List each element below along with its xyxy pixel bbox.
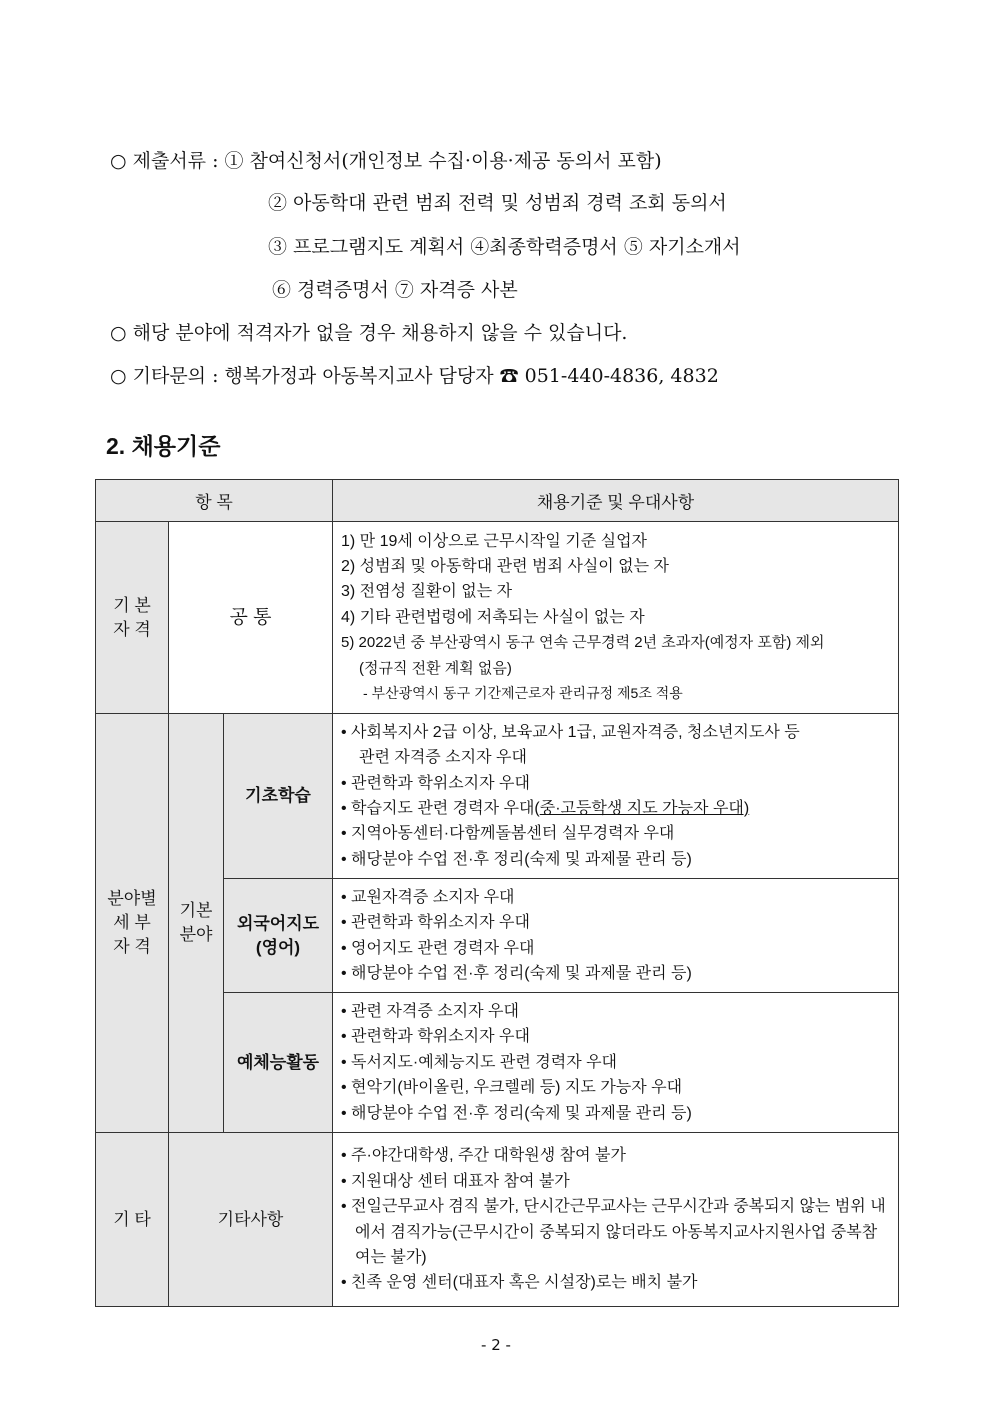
foreign-language-label: 외국어지도 (영어)	[224, 879, 333, 993]
common-label: 공 통	[169, 522, 333, 714]
list-item: • 전일근무교사 겸직 불가, 단시간근무교사는 근무시간과 중복되지 않는 범위 내에서 겸직가능(근무시간이 중복되지 않더라도 아동복지교사지원사업 중복참여는 불가)	[341, 1198, 886, 1266]
list-item: • 해당분야 수업 전·후 정리(숙제 및 과제물 관리 등)	[341, 850, 692, 868]
list-item: • 관련 자격증 소지자 우대	[341, 1002, 519, 1020]
list-item: 1) 만 19세 이상으로 근무시작일 기준 실업자	[341, 532, 647, 550]
hiring-criteria-table	[95, 479, 899, 1307]
page-number: - 2 -	[481, 1336, 511, 1354]
header-item: 항 목	[96, 480, 333, 522]
list-item: • 친족 운영 센터(대표자 혹은 시설장)로는 배치 불가	[341, 1274, 698, 1292]
list-item: 3) 전염성 질환이 없는 자	[341, 583, 513, 601]
no-qualified-notice: ○ 해당 분야에 적격자가 없을 경우 채용하지 않을 수 있습니다.	[110, 322, 628, 344]
arts-activity-label: 예체능활동	[224, 993, 333, 1133]
list-item: 2) 성범죄 및 아동학대 관련 범죄 사실이 없는 자	[341, 557, 669, 575]
contact-inquiry: ○ 기타문의 : 행복가정과 아동복지교사 담당자 ☎ 051-440-4836, 4832	[110, 365, 719, 387]
other-label: 기 타	[96, 1133, 169, 1307]
basic-qualification-label: 기 본 자 격	[96, 522, 169, 714]
other-matters-label: 기타사항	[169, 1133, 333, 1307]
list-item: 관련 자격증 소지자 우대	[359, 749, 527, 767]
list-item: • 관련학과 학위소지자 우대	[341, 774, 530, 792]
list-item: • 사회복지사 2급 이상, 보육교사 1급, 교원자격증, 청소년지도사 등	[341, 723, 800, 741]
list-item: • 지원대상 센터 대표자 참여 불가	[341, 1172, 570, 1190]
section-title: 2. 채용기준	[106, 433, 221, 459]
list-item: • 해당분야 수업 전·후 정리(숙제 및 과제물 관리 등)	[341, 1104, 692, 1122]
list-item: • 주·야간대학생, 주간 대학원생 참여 불가	[341, 1147, 626, 1165]
list-item: 5) 2022년 중 부산광역시 동구 연속 근무경력 2년 초과자(예정자 포함) 제외	[341, 634, 825, 652]
submission-items-6-7: ⑥ 경력증명서 ⑦ 자격증 사본	[272, 279, 518, 301]
list-item: • 현악기(바이올린, 우크렐레 등) 지도 가능자 우대	[341, 1079, 683, 1097]
list-item: • 해당분야 수업 전·후 정리(숙제 및 과제물 관리 등)	[341, 964, 692, 982]
list-item: • 관련학과 학위소지자 우대	[341, 1028, 530, 1046]
list-item: (정규직 전환 계획 없음)	[359, 659, 512, 677]
list-item: • 관련학과 학위소지자 우대	[341, 914, 530, 932]
basic-learning-label: 기초학습	[224, 714, 333, 879]
foreign-language-content	[333, 879, 899, 993]
list-item: - 부산광역시 동구 기간제근로자 관리규정 제5조 적용	[363, 685, 683, 702]
list-item: • 학습지도 관련 경력자 우대(중·고등학생 지도 가능자 우대)	[341, 800, 750, 817]
list-item: 4) 기타 관련법령에 저촉되는 사실이 없는 자	[341, 608, 645, 626]
submission-documents-line: ○ 제출서류 : ① 참여신청서(개인정보 수집·이용·제공 동의서 포함)	[110, 150, 662, 172]
basic-qualification-content	[333, 522, 899, 714]
other-content	[333, 1133, 899, 1307]
field-qualification-label: 분야별 세 부 자 격	[96, 714, 169, 1133]
basic-field-label: 기본 분야	[169, 714, 224, 1133]
arts-activity-content	[333, 993, 899, 1133]
submission-items-3-5: ③ 프로그램지도 계획서 ④최종학력증명서 ⑤ 자기소개서	[268, 236, 741, 258]
list-item: • 영어지도 관련 경력자 우대	[341, 939, 535, 957]
list-item: • 지역아동센터·다함께돌봄센터 실무경력자 우대	[341, 825, 675, 843]
list-item: • 독서지도·예체능지도 관련 경력자 우대	[341, 1053, 618, 1071]
header-criteria: 채용기준 및 우대사항	[333, 480, 899, 522]
basic-learning-content	[333, 714, 899, 879]
submission-item-2: ② 아동학대 관련 범죄 전력 및 성범죄 경력 조회 동의서	[268, 192, 727, 214]
list-item: • 교원자격증 소지자 우대	[341, 888, 515, 906]
